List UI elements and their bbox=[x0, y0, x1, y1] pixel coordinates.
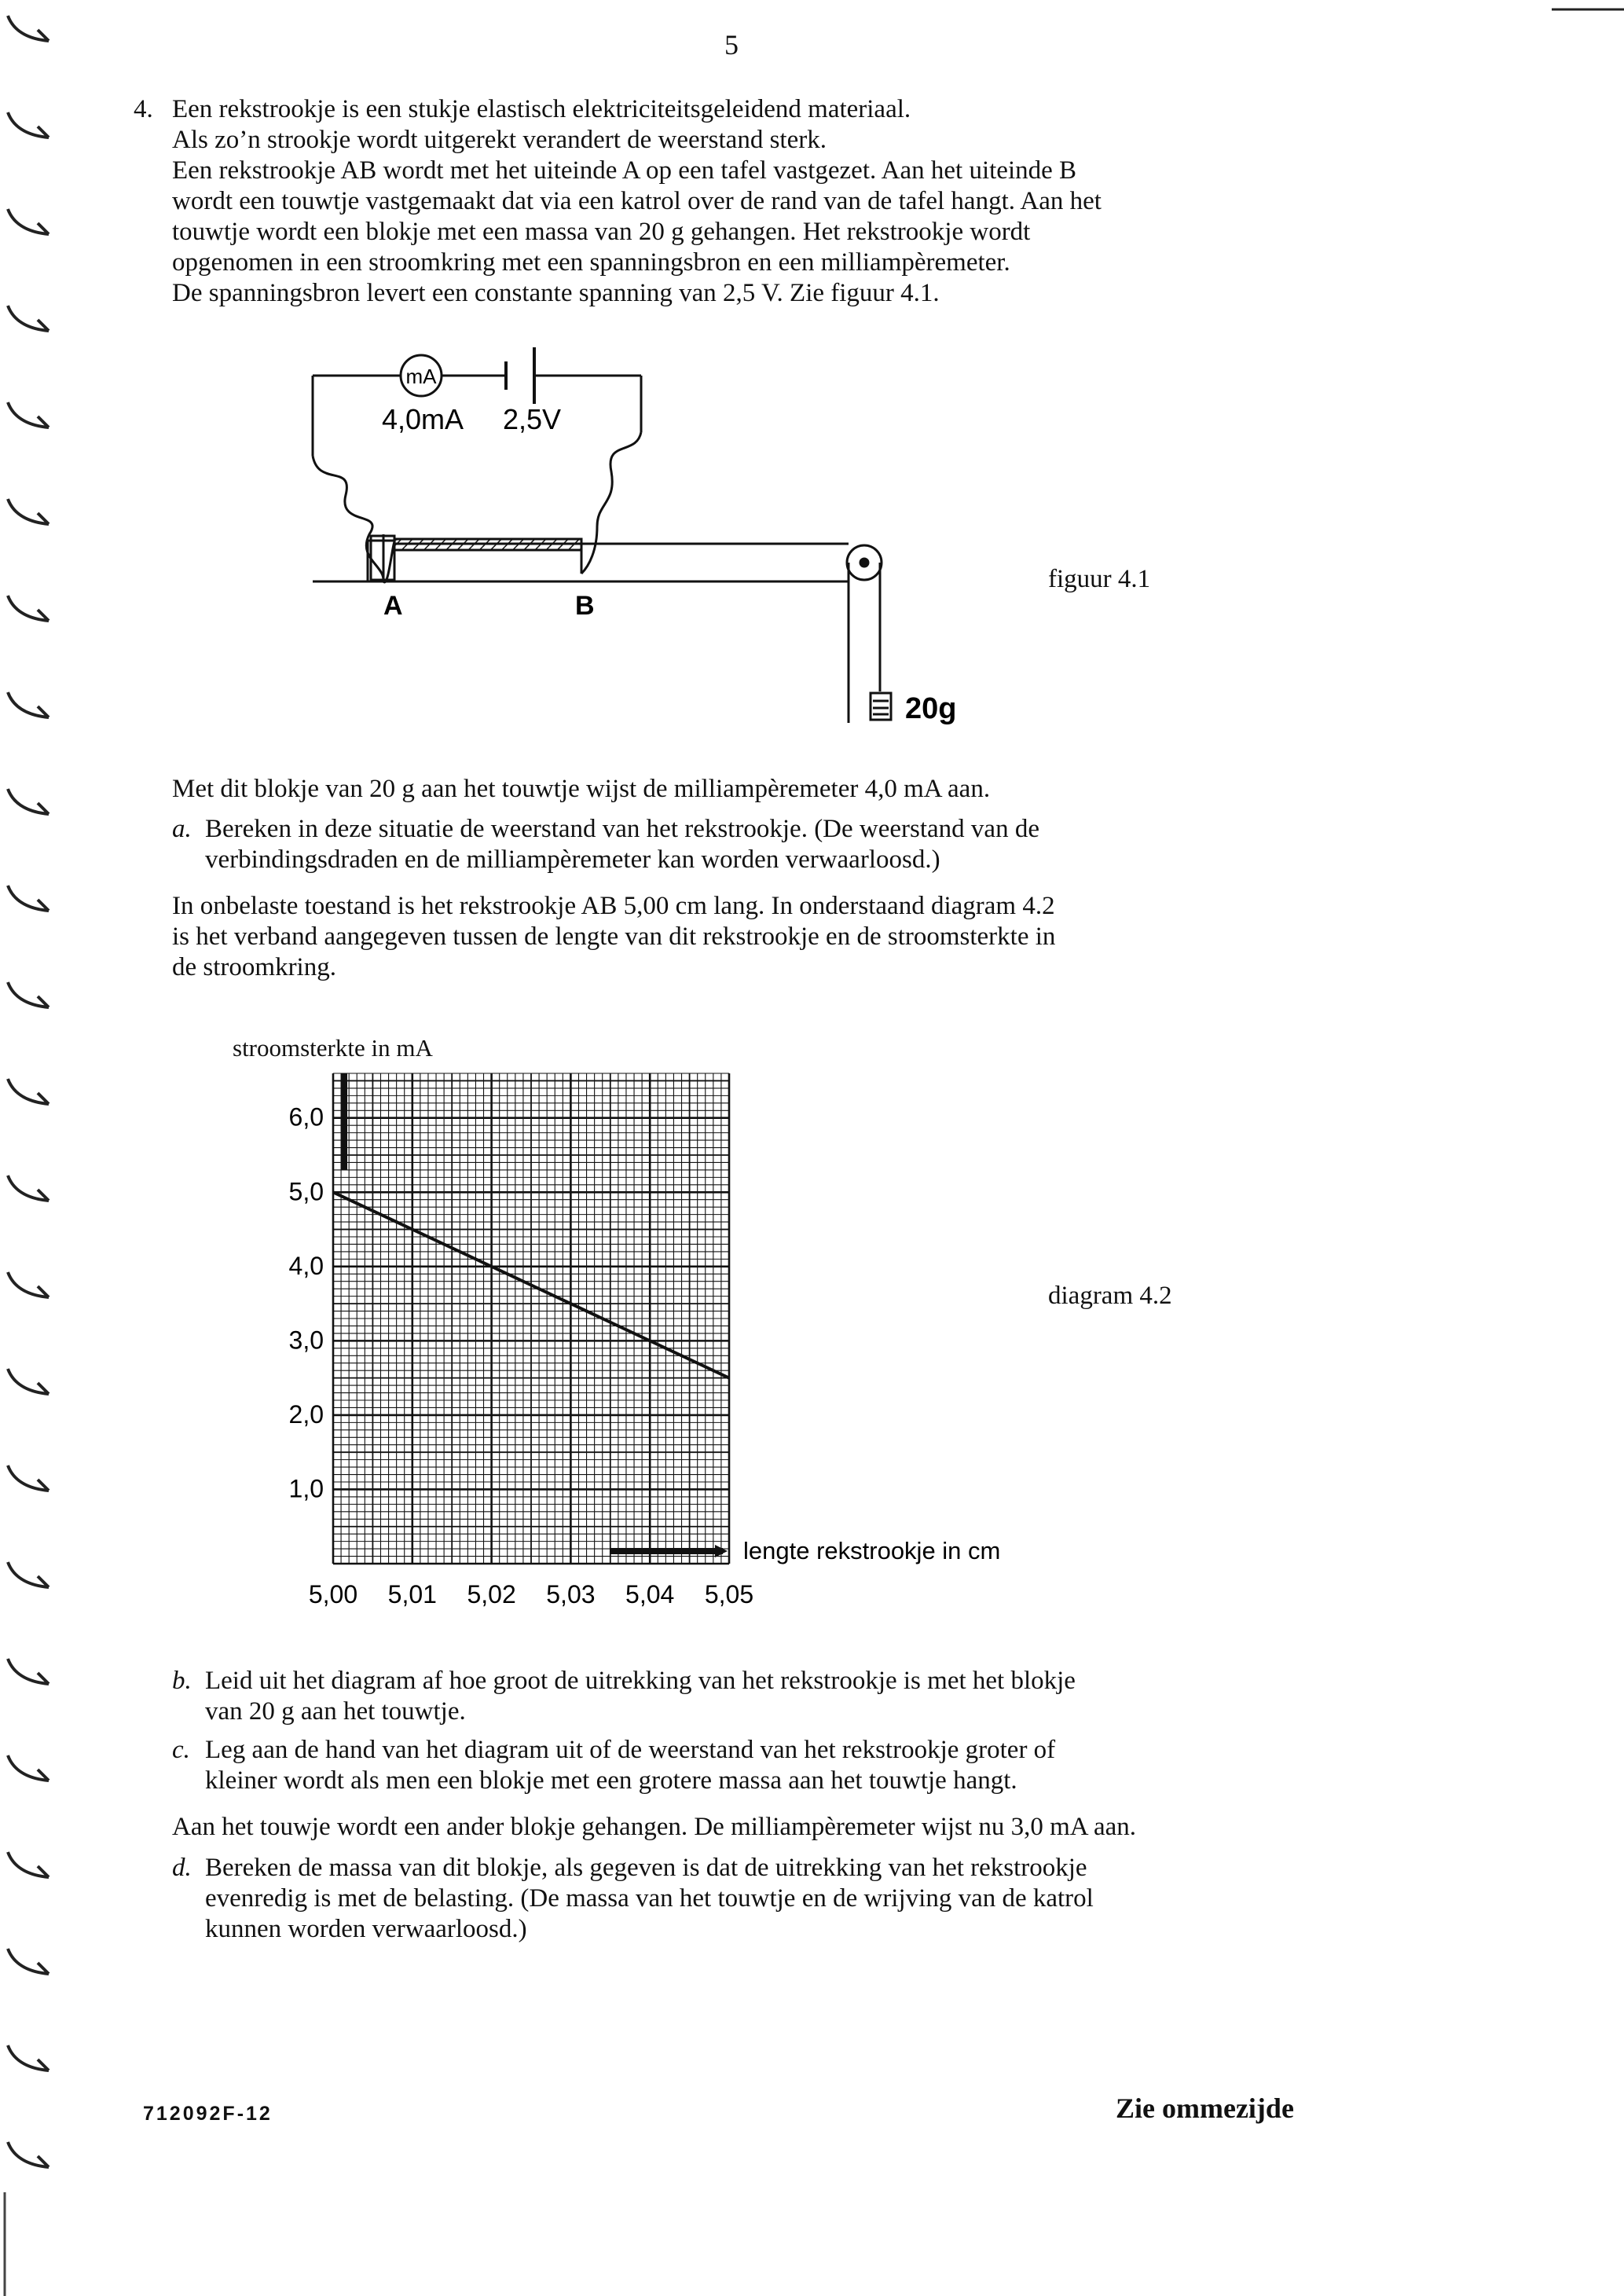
y-tick-label: 1,0 bbox=[288, 1474, 324, 1503]
binding-mark bbox=[8, 499, 49, 524]
chart-xlabel: lengte rekstrookje in cm bbox=[743, 1537, 1001, 1564]
binding-mark bbox=[8, 1272, 49, 1297]
footer-code: 712092F-12 bbox=[143, 2103, 273, 2125]
intro-line: Als zo’n strookje wordt uitgerekt verandert de weerstand sterk. bbox=[172, 126, 827, 154]
chart-ylabel: stroomsterkte in mA bbox=[233, 1034, 433, 1062]
x-tick-label: 5,00 bbox=[308, 1580, 358, 1608]
binding-mark bbox=[8, 1176, 49, 1201]
section-d-lead: Aan het touwje wordt een ander blokje gehangen. De milliampèremeter wijst nu 3,0 mA aan. bbox=[172, 1813, 1137, 1841]
mass-label: 20g bbox=[905, 692, 957, 725]
section-b-intro bbox=[172, 891, 1055, 983]
binding-mark bbox=[8, 112, 49, 138]
binding-mark bbox=[8, 306, 49, 331]
meter-symbol-label: mA bbox=[405, 365, 437, 388]
section-a-line: Bereken in deze situatie de weerstand van het rekstrookje. (De weerstand van de bbox=[205, 815, 1039, 843]
section-b-line: van 20 g aan het touwtje. bbox=[205, 1697, 466, 1726]
section-d-letter: d. bbox=[172, 1854, 192, 1882]
section-c-letter: c. bbox=[172, 1736, 190, 1764]
section-a-letter: a. bbox=[172, 815, 192, 843]
section-a-text bbox=[205, 814, 1039, 875]
section-b-line: Leid uit het diagram af hoe groot de uitrekking van het rekstrookje is met het blokje bbox=[205, 1667, 1076, 1695]
binding-mark bbox=[8, 2142, 49, 2167]
x-tick-label: 5,03 bbox=[546, 1580, 596, 1608]
binding-mark bbox=[8, 2045, 49, 2070]
strip-ab bbox=[394, 539, 581, 550]
intro-line: opgenomen in een stroomkring met een spanningsbron en een milliampèremeter. bbox=[172, 248, 1010, 277]
binding-mark bbox=[8, 789, 49, 814]
binding-marks bbox=[0, 0, 71, 2296]
label-a: A bbox=[383, 591, 403, 621]
y-tick-label: 3,0 bbox=[288, 1326, 324, 1355]
binding-mark bbox=[8, 1465, 49, 1491]
meter-reading-label: 4,0mA bbox=[382, 403, 464, 435]
intro-line: touwtje wordt een blokje met een massa van 20 g gehangen. Het rekstrookje wordt bbox=[172, 218, 1031, 246]
chart-diagram-4-2 bbox=[259, 1061, 1045, 1627]
binding-mark bbox=[8, 1755, 49, 1781]
intro-line: wordt een touwtje vastgemaakt dat via een katrol over de rand van de tafel hangt. Aan het bbox=[172, 187, 1102, 215]
label-b: B bbox=[575, 591, 595, 621]
binding-mark bbox=[8, 692, 49, 717]
section-d-line: evenredig is met de belasting. (De massa van het touwtje en de wrijving van de katrol bbox=[205, 1884, 1094, 1913]
intro-line: De spanningsbron levert een constante spanning van 2,5 V. Zie figuur 4.1. bbox=[172, 279, 940, 307]
binding-mark bbox=[8, 16, 49, 41]
section-d-line: kunnen worden verwaarloosd.) bbox=[205, 1915, 527, 1943]
voltage-label: 2,5V bbox=[503, 403, 562, 435]
section-c-line: Leg aan de hand van het diagram uit of de weerstand van het rekstrookje groter of bbox=[205, 1736, 1056, 1764]
binding-mark bbox=[8, 596, 49, 621]
x-tick-label: 5,01 bbox=[387, 1580, 437, 1608]
binding-mark bbox=[8, 1079, 49, 1104]
y-tick-label: 2,0 bbox=[288, 1399, 324, 1429]
question-intro bbox=[172, 94, 1102, 309]
intro-b-line: In onbelaste toestand is het rekstrookje AB 5,00 cm lang. In onderstaand diagram 4.2 bbox=[172, 892, 1055, 920]
section-d-text bbox=[205, 1853, 1094, 1945]
binding-mark bbox=[8, 402, 49, 427]
section-b-letter: b. bbox=[172, 1667, 192, 1695]
section-c-line: kleiner wordt als men een blokje met een grotere massa aan het touwtje hangt. bbox=[205, 1766, 1017, 1795]
section-b-text bbox=[205, 1666, 1076, 1727]
y-tick-label: 5,0 bbox=[288, 1177, 324, 1206]
x-tick-label: 5,05 bbox=[704, 1580, 754, 1608]
circuit-figure bbox=[299, 330, 990, 739]
binding-mark bbox=[8, 982, 49, 1007]
figure-caption: figuur 4.1 bbox=[1048, 565, 1151, 593]
intro-b-line: de stroomkring. bbox=[172, 953, 336, 981]
chart-caption: diagram 4.2 bbox=[1048, 1282, 1172, 1310]
binding-mark bbox=[8, 1659, 49, 1684]
binding-mark bbox=[8, 1949, 49, 1974]
section-a-lead: Met dit blokje van 20 g aan het touwtje wijst de milliampèremeter 4,0 mA aan. bbox=[172, 775, 991, 803]
intro-line: Een rekstrookje AB wordt met het uiteinde A op een tafel vastgezet. Aan het uiteinde B bbox=[172, 156, 1077, 185]
turn-over-note: Zie ommezijde bbox=[1116, 2092, 1294, 2124]
binding-mark bbox=[8, 1852, 49, 1877]
y-tick-label: 4,0 bbox=[288, 1251, 324, 1280]
intro-b-line: is het verband aangegeven tussen de lengte van dit rekstrookje en de stroomsterkte in bbox=[172, 922, 1056, 951]
section-a-line: verbindingsdraden en de milliampèremeter kan worden verwaarloosd.) bbox=[205, 845, 940, 874]
x-tick-label: 5,02 bbox=[467, 1580, 516, 1608]
x-tick-label: 5,04 bbox=[625, 1580, 675, 1608]
binding-mark bbox=[8, 1562, 49, 1587]
corner-line bbox=[1552, 0, 1624, 16]
binding-mark bbox=[8, 209, 49, 234]
page-number: 5 bbox=[724, 29, 739, 61]
y-tick-label: 6,0 bbox=[288, 1102, 324, 1131]
question-number: 4. bbox=[134, 95, 153, 123]
section-c-text bbox=[205, 1735, 1055, 1796]
binding-mark bbox=[8, 886, 49, 911]
section-d-line: Bereken de massa van dit blokje, als gegeven is dat de uitrekking van het rekstrookje bbox=[205, 1854, 1087, 1882]
binding-mark bbox=[8, 1369, 49, 1394]
intro-line: Een rekstrookje is een stukje elastisch elektriciteitsgeleidend materiaal. bbox=[172, 95, 911, 123]
